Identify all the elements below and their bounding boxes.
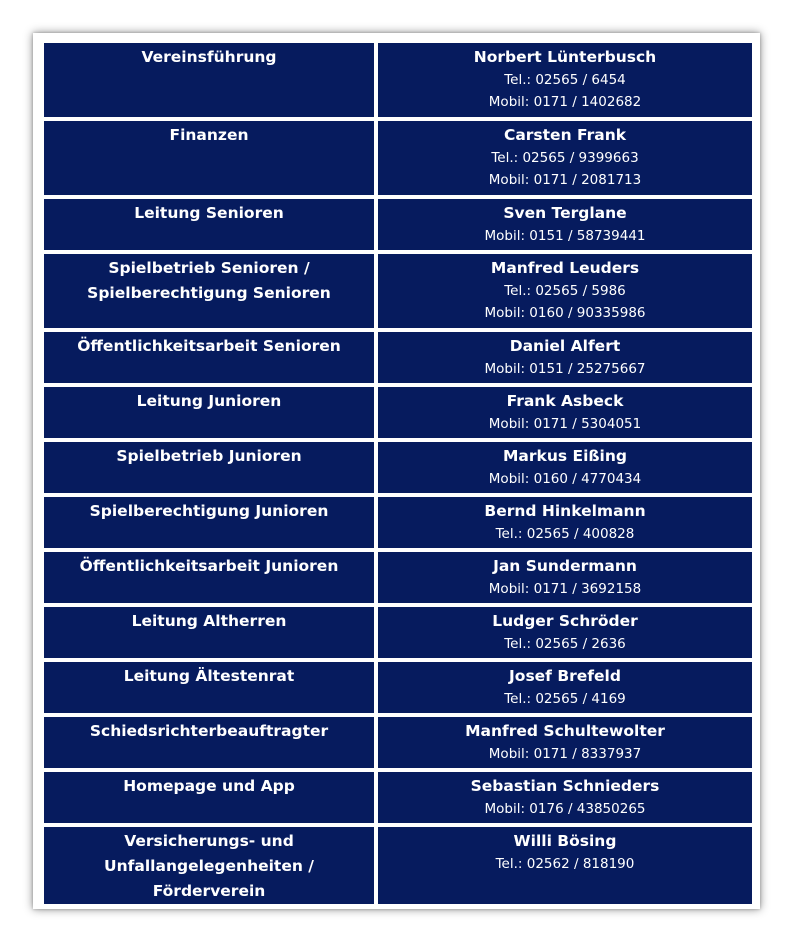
contact-mobile: Mobil: 0171 / 1402682 <box>488 94 642 110</box>
contact-name: Sven Terglane <box>503 204 627 222</box>
contact-mobile: Mobil: 0160 / 90335986 <box>484 305 646 321</box>
contact-cell <box>378 772 752 823</box>
contact-mobile: Mobil: 0160 / 4770434 <box>488 471 642 487</box>
table-row <box>44 772 752 823</box>
role-cell: Finanzen <box>44 121 374 195</box>
table-row <box>44 827 752 904</box>
contact-mobile: Mobil: 0171 / 8337937 <box>488 746 642 762</box>
contact-name: Manfred Leuders <box>490 259 640 277</box>
role-cell: Schiedsrichterbeauftragter <box>44 717 374 768</box>
contact-cell <box>378 43 752 117</box>
contact-phone: Tel.: 02565 / 4169 <box>504 691 626 707</box>
role-cell: Leitung Altherren <box>44 607 374 658</box>
table-row <box>44 332 752 383</box>
table-row <box>44 254 752 328</box>
contact-name: Josef Brefeld <box>509 667 621 685</box>
contact-name: Jan Sundermann <box>493 557 637 575</box>
contact-name: Norbert Lünterbusch <box>473 48 657 66</box>
role-cell: Spielbetrieb Senioren / Spielberechtigung Senioren <box>44 254 374 328</box>
contact-name: Bernd Hinkelmann <box>484 502 646 520</box>
contact-phone: Tel.: 02565 / 2636 <box>504 636 626 652</box>
contact-name: Carsten Frank <box>503 126 627 144</box>
role-cell: Vereinsführung <box>44 43 374 117</box>
contact-mobile: Mobil: 0171 / 3692158 <box>488 581 642 597</box>
contact-name: Manfred Schultewolter <box>465 722 665 740</box>
contact-cell <box>378 387 752 438</box>
contact-cell <box>378 332 752 383</box>
contact-phone: Tel.: 02562 / 818190 <box>495 856 635 872</box>
role-cell: Spielberechtigung Junioren <box>44 497 374 548</box>
role-cell: Spielbetrieb Junioren <box>44 442 374 493</box>
table-row <box>44 607 752 658</box>
table-row <box>44 387 752 438</box>
contact-name: Markus Eißing <box>503 447 627 465</box>
contact-cell <box>378 497 752 548</box>
contact-phone: Tel.: 02565 / 9399663 <box>491 150 639 166</box>
contact-card <box>33 33 760 909</box>
role-cell: Versicherungs- und Unfallangelegenheiten / Förderverein <box>44 827 374 904</box>
contact-mobile: Mobil: 0151 / 25275667 <box>484 361 646 377</box>
table-row <box>44 199 752 250</box>
role-cell: Öffentlichkeitsarbeit Junioren <box>44 552 374 603</box>
contacts-table-body <box>44 43 752 904</box>
contact-cell <box>378 442 752 493</box>
contact-cell <box>378 717 752 768</box>
contact-mobile: Mobil: 0151 / 58739441 <box>484 228 646 244</box>
role-cell: Homepage und App <box>44 772 374 823</box>
role-cell: Leitung Senioren <box>44 199 374 250</box>
contact-name: Frank Asbeck <box>506 392 624 410</box>
table-row <box>44 43 752 117</box>
contact-name: Daniel Alfert <box>509 337 621 355</box>
table-row <box>44 121 752 195</box>
contacts-table <box>40 39 756 908</box>
contact-phone: Tel.: 02565 / 5986 <box>504 283 626 299</box>
role-cell: Leitung Ältestenrat <box>44 662 374 713</box>
table-row <box>44 497 752 548</box>
contact-mobile: Mobil: 0171 / 5304051 <box>488 416 642 432</box>
contact-name: Sebastian Schnieders <box>470 777 660 795</box>
table-row <box>44 442 752 493</box>
table-row <box>44 717 752 768</box>
contact-mobile: Mobil: 0171 / 2081713 <box>488 172 642 188</box>
contact-cell <box>378 199 752 250</box>
contact-cell <box>378 607 752 658</box>
contact-cell <box>378 662 752 713</box>
contact-cell <box>378 827 752 904</box>
table-row <box>44 662 752 713</box>
contact-name: Willi Bösing <box>513 832 617 850</box>
contact-phone: Tel.: 02565 / 400828 <box>495 526 635 542</box>
role-cell: Leitung Junioren <box>44 387 374 438</box>
contact-cell <box>378 121 752 195</box>
contact-name: Ludger Schröder <box>492 612 638 630</box>
table-row <box>44 552 752 603</box>
contact-cell <box>378 254 752 328</box>
contact-cell <box>378 552 752 603</box>
contact-phone: Tel.: 02565 / 6454 <box>504 72 626 88</box>
role-cell: Öffentlichkeitsarbeit Senioren <box>44 332 374 383</box>
contact-mobile: Mobil: 0176 / 43850265 <box>484 801 646 817</box>
